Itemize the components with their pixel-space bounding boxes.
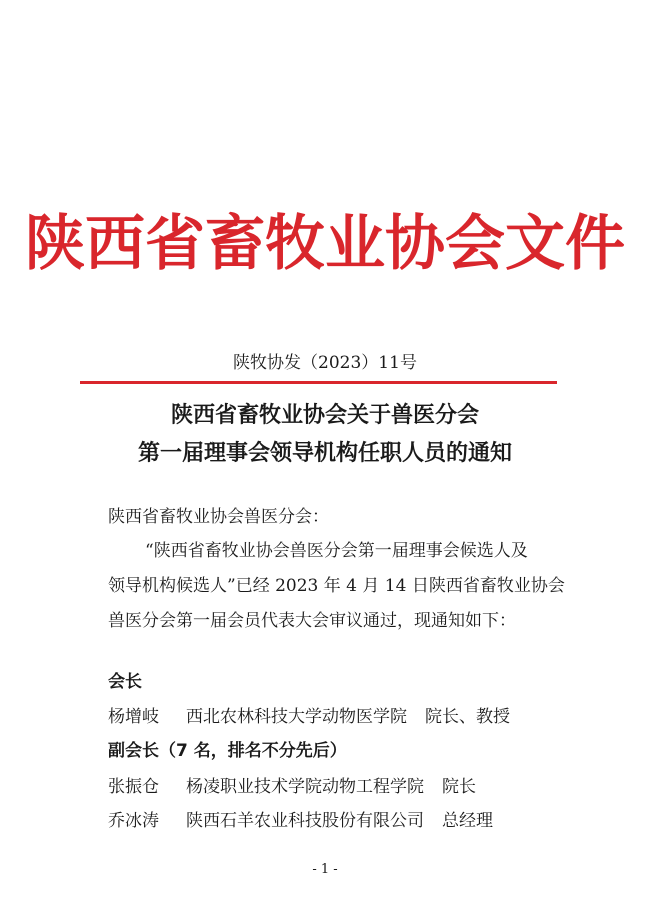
body-paragraph-line-1: “陕西省畜牧业协会兽医分会第一届理事会候选人及 [145,541,528,561]
member-position: 院长、教授 [425,707,510,727]
member-organization: 杨凌职业技术学院动物工程学院 [186,777,424,797]
president-row [108,706,510,728]
masthead-title: 陕西省畜牧业协会文件 [25,209,625,279]
member-position: 院长 [442,777,476,797]
page-number: - 1 - [312,862,338,877]
vice-president-row [108,776,476,798]
member-organization: 西北农林科技大学动物医学院 [186,707,407,727]
president-heading: 会长 [108,672,142,692]
document-number: 陕牧协发（2023）11号 [233,353,417,373]
member-name: 杨增岐 [108,707,159,727]
salutation: 陕西省畜牧业协会兽医分会： [108,507,329,527]
member-name: 乔冰涛 [108,811,159,831]
body-paragraph-line-2: 领导机构候选人”已经 2023 年 4 月 14 日陕西省畜牧业协会 [108,576,565,596]
body-paragraph-line-3: 兽医分会第一届会员代表大会审议通过，现通知如下： [108,611,516,631]
member-organization: 陕西石羊农业科技股份有限公司 [186,811,424,831]
notice-title-line-2: 第一届理事会领导机构任职人员的通知 [137,441,512,466]
member-name: 张振仓 [108,777,159,797]
notice-title-line-1: 陕西省畜牧业协会关于兽医分会 [170,403,479,428]
member-position: 总经理 [442,811,493,831]
red-divider [80,381,557,384]
vice-president-row [108,810,493,832]
vice-president-heading: 副会长（7 名，排名不分先后） [108,741,347,761]
